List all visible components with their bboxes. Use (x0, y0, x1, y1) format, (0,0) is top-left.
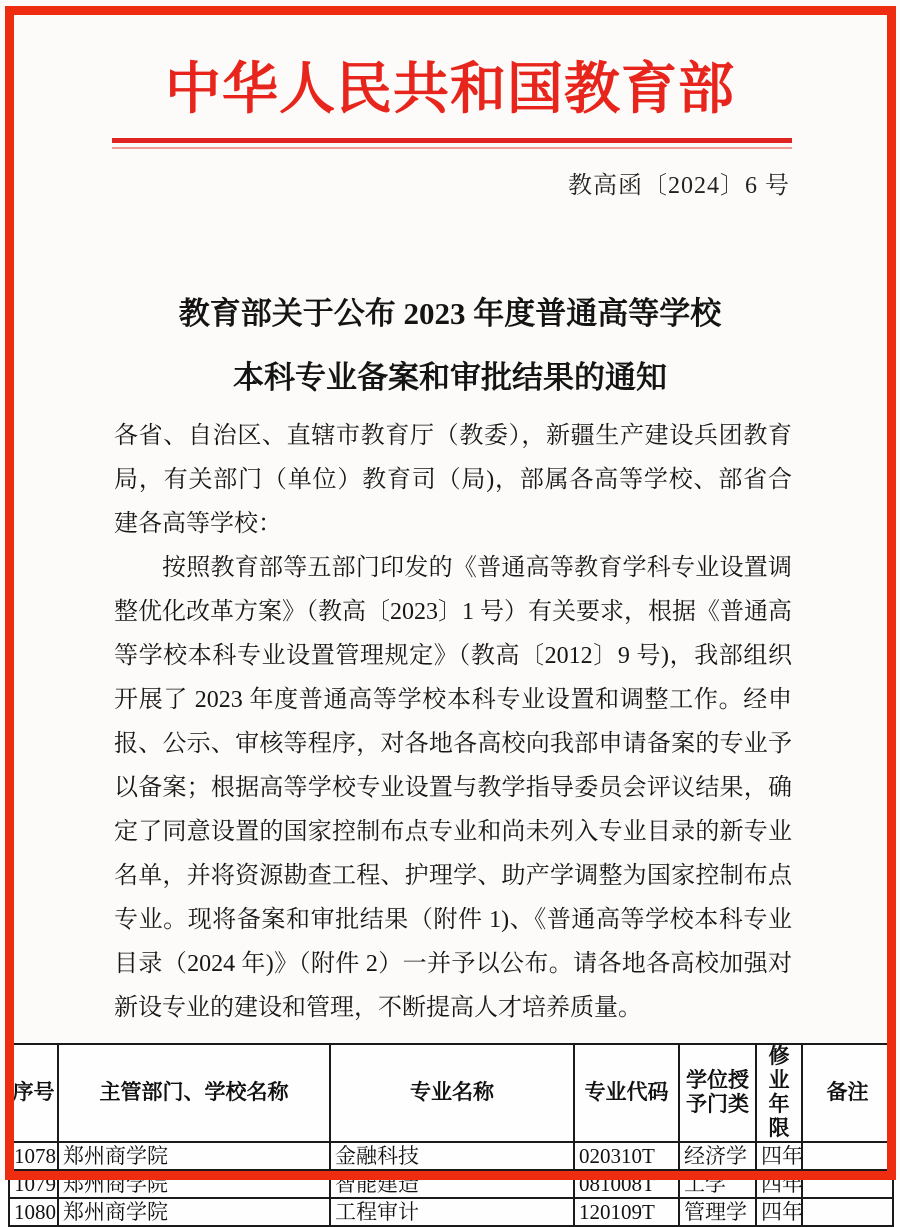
header-duration: 修业年限 (756, 1044, 802, 1142)
header-divider-line (112, 138, 792, 149)
cell-major: 金融科技 (330, 1142, 574, 1170)
header-index: 序号 (9, 1044, 58, 1142)
header-degree-category: 学位授予门类 (679, 1044, 756, 1142)
cell-index: 1078 (9, 1142, 58, 1170)
divider-thin-line (112, 147, 792, 149)
cell-major: 智能建造 (330, 1170, 574, 1198)
header-remarks: 备注 (802, 1044, 893, 1142)
notice-title-line1: 教育部关于公布 2023 年度普通高等学校 (178, 296, 722, 331)
cell-degree: 经济学 (679, 1142, 756, 1170)
cell-index: 1080 (9, 1198, 58, 1226)
cell-code: 120109T (574, 1198, 679, 1226)
header-major-code: 专业代码 (574, 1044, 679, 1142)
table-row (9, 1198, 893, 1226)
ministry-header: 中华人民共和国教育部 (165, 59, 735, 121)
table-row (9, 1142, 893, 1170)
cell-remark (802, 1170, 893, 1198)
cell-years: 四年 (756, 1198, 802, 1226)
cell-school: 郑州商学院 (58, 1198, 330, 1226)
header-department-school: 主管部门、学校名称 (58, 1044, 330, 1142)
majors-table (8, 1043, 894, 1227)
cell-school: 郑州商学院 (58, 1142, 330, 1170)
cell-major: 工程审计 (330, 1198, 574, 1226)
cell-degree: 工学 (679, 1170, 756, 1198)
main-paragraph: 按照教育部等五部门印发的《普通高等教育学科专业设置调整优化改革方案》（教高〔2023〕1 号）有关要求，根据《普通高等学校本科专业设置管理规定》（教高〔2012〕9 号)，我部组织开展了 2023 年度普通高等学校本科专业设置和调整工作。经申报、公示、审核等程序，对各地各高校向我部申请备案的专业予以备案；根据高等学校专业设置与教学指导委员会评议结果，确定了同意设置的国家控制布点专业和尚未列入专业目录的新专业名单，并将资源勘查工程、护理学、助产学调整为国家控制布点专业。现将备案和审批结果（附件 1)、《普通高等学校本科专业目录（2024 年)》（附件 2）一并予以公布。请各地各高校加强对新设专业的建设和管理，不断提高人才培养质量。 (114, 555, 792, 1021)
cell-code: 081008T (574, 1170, 679, 1198)
salutation-paragraph: 各省、自治区、直辖市教育厅（教委），新疆生产建设兵团教育局，有关部门（单位）教育司（局)，部属各高等学校、部省合建各高等学校： (114, 423, 792, 537)
cell-remark (802, 1198, 893, 1226)
header-major-name: 专业名称 (330, 1044, 574, 1142)
cell-index: 1079 (9, 1170, 58, 1198)
table-header-row (9, 1044, 893, 1142)
document-number: 教高函〔2024〕6 号 (568, 173, 790, 199)
cell-degree: 管理学 (679, 1198, 756, 1226)
notice-body (114, 414, 792, 1030)
cell-years: 四年 (756, 1170, 802, 1198)
cell-years: 四年 (756, 1142, 802, 1170)
notice-title (0, 282, 900, 410)
cell-code: 020310T (574, 1142, 679, 1170)
table-row (9, 1170, 893, 1198)
cell-school: 郑州商学院 (58, 1170, 330, 1198)
notice-title-line2: 本科专业备案和审批结果的通知 (233, 360, 667, 395)
cell-remark (802, 1142, 893, 1170)
